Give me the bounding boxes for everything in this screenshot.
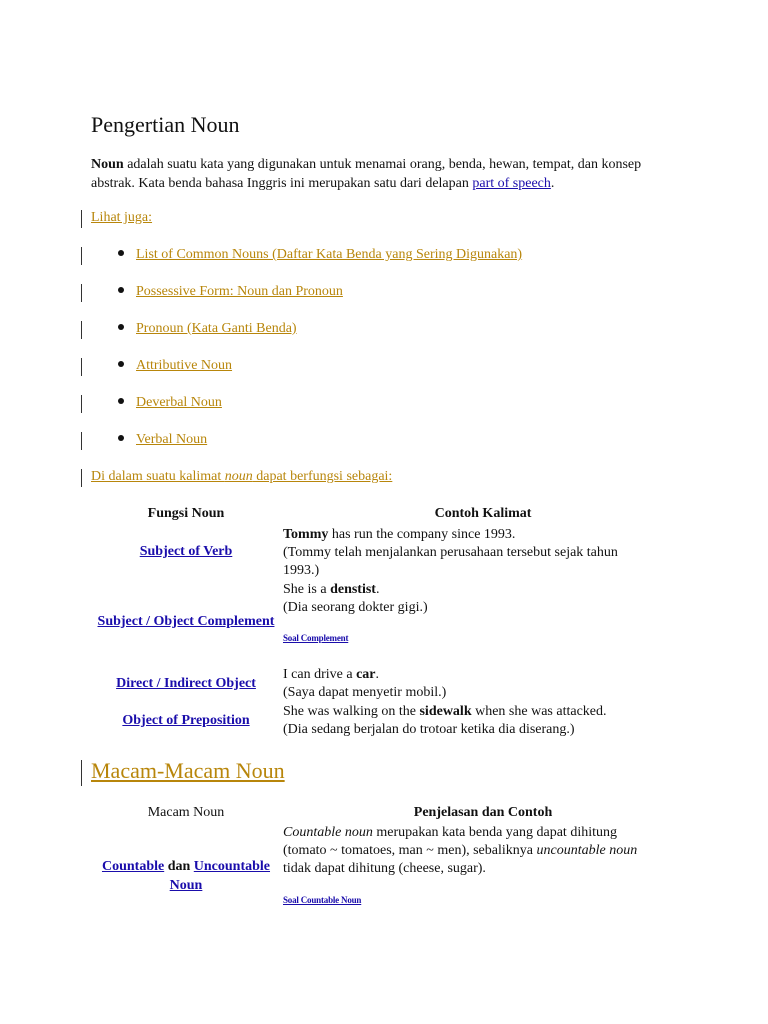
countable-link[interactable]: Countable (101, 859, 165, 874)
quiz-countable-link[interactable]: Soal Countable Noun (283, 895, 362, 905)
fungsi-subject-object-complement[interactable]: Subject / Object Complement (97, 614, 275, 629)
link-attributive-noun[interactable]: Attributive Noun (136, 358, 233, 373)
link-verbal-noun[interactable]: Verbal Noun (136, 432, 208, 447)
example-row-2 (283, 581, 653, 617)
link-deverbal-noun[interactable]: Deverbal Noun (136, 395, 222, 410)
intro-text-1: adalah suatu kata yang digunakan untuk menamai orang, benda, hewan, tempat, dan konsep abstrak. Kata benda bahasa Inggris ini merupakan satu dari delapan (91, 157, 642, 191)
example-translation: (Tommy telah menjalankan perusahaan tersebut sejak tahun 1993.) (283, 545, 618, 578)
fungsi-intro-post: dapat berfungsi sebagai: (252, 469, 393, 484)
example-row-3 (283, 666, 653, 702)
list-item (118, 247, 522, 263)
table-header-fungsi: Fungsi Noun (147, 506, 225, 521)
example-bold: car (356, 667, 376, 682)
bullet-icon (118, 398, 124, 404)
example-row-1 (283, 526, 653, 580)
margin-bar (81, 321, 82, 339)
macam-description (283, 824, 653, 878)
example-translation: (Dia seorang dokter gigi.) (283, 600, 428, 615)
bullet-icon (118, 324, 124, 330)
section-title-macam-noun[interactable]: Macam-Macam Noun (91, 758, 285, 783)
example-bold: sidewalk (419, 704, 472, 719)
example-pre: She was walking on the (283, 704, 420, 719)
example-post: . (375, 667, 380, 682)
example-bold: denstist (330, 582, 376, 597)
fungsi-subject-of-verb[interactable]: Subject of Verb (139, 544, 233, 559)
link-common-nouns[interactable]: List of Common Nouns (Daftar Kata Benda yang Sering Digunakan) (136, 247, 523, 262)
intro-paragraph (91, 155, 651, 193)
part-of-speech-link[interactable]: part of speech (472, 176, 551, 191)
link-possessive-form[interactable]: Possessive Form: Noun dan Pronoun (136, 284, 343, 299)
desc-text-1: merupakan kata benda yang dapat dihitung (tomato ~ tomatoes, man ~ men), sebaliknya (283, 825, 617, 858)
bullet-icon (118, 250, 124, 256)
quiz-complement-link[interactable]: Soal Complement (283, 633, 349, 643)
bullet-icon (118, 435, 124, 441)
fungsi-intro-link[interactable] (91, 469, 392, 485)
fungsi-direct-indirect-object[interactable]: Direct / Indirect Object (116, 676, 256, 691)
desc-text-2: tidak dapat dihitung (cheese, sugar). (283, 861, 486, 876)
list-item (118, 284, 343, 300)
table-header-macam: Macam Noun (147, 805, 225, 820)
example-translation: (Dia sedang berjalan do trotoar ketika dia diserang.) (283, 722, 575, 737)
table-header-penjelasan: Penjelasan dan Contoh (413, 805, 553, 820)
example-row-4 (283, 703, 663, 739)
margin-bar (81, 284, 82, 302)
table-header-contoh: Contoh Kalimat (434, 506, 532, 521)
link-pronoun[interactable]: Pronoun (Kata Ganti Benda) (136, 321, 297, 336)
example-pre: I can drive a (283, 667, 357, 682)
example-post: . (375, 582, 380, 597)
fungsi-intro-pre: Di dalam suatu kalimat (91, 469, 225, 484)
desc-italic-uncountable: uncountable noun (536, 843, 638, 858)
margin-bar (81, 210, 82, 228)
margin-bar (81, 395, 82, 413)
bullet-icon (118, 361, 124, 367)
noun-link[interactable]: Noun (169, 878, 203, 893)
fungsi-intro-italic: noun (224, 469, 253, 484)
intro-term: Noun (91, 157, 124, 172)
example-translation: (Saya dapat menyetir mobil.) (283, 685, 447, 700)
desc-italic-countable: Countable noun (283, 825, 373, 840)
example-bold: Tommy (283, 527, 329, 542)
intro-text-2: . (550, 176, 555, 191)
example-post: when she was attacked. (471, 704, 607, 719)
margin-bar (81, 432, 82, 450)
bullet-icon (118, 287, 124, 293)
see-also-label[interactable]: Lihat juga: (91, 210, 153, 225)
macam-cell (91, 857, 281, 895)
list-item (118, 395, 222, 411)
uncountable-link[interactable]: Uncountable (193, 859, 271, 874)
list-item (118, 358, 232, 374)
page-title: Pengertian Noun (91, 112, 240, 137)
fungsi-object-of-preposition[interactable]: Object of Preposition (122, 713, 250, 728)
list-item (118, 432, 207, 448)
margin-bar (81, 247, 82, 265)
margin-bar (81, 760, 82, 786)
margin-bar (81, 358, 82, 376)
margin-bar (81, 469, 82, 487)
list-item (118, 321, 297, 337)
example-text: has run the company since 1993. (328, 527, 516, 542)
example-pre: She is a (283, 582, 331, 597)
macam-and: dan (164, 859, 194, 874)
